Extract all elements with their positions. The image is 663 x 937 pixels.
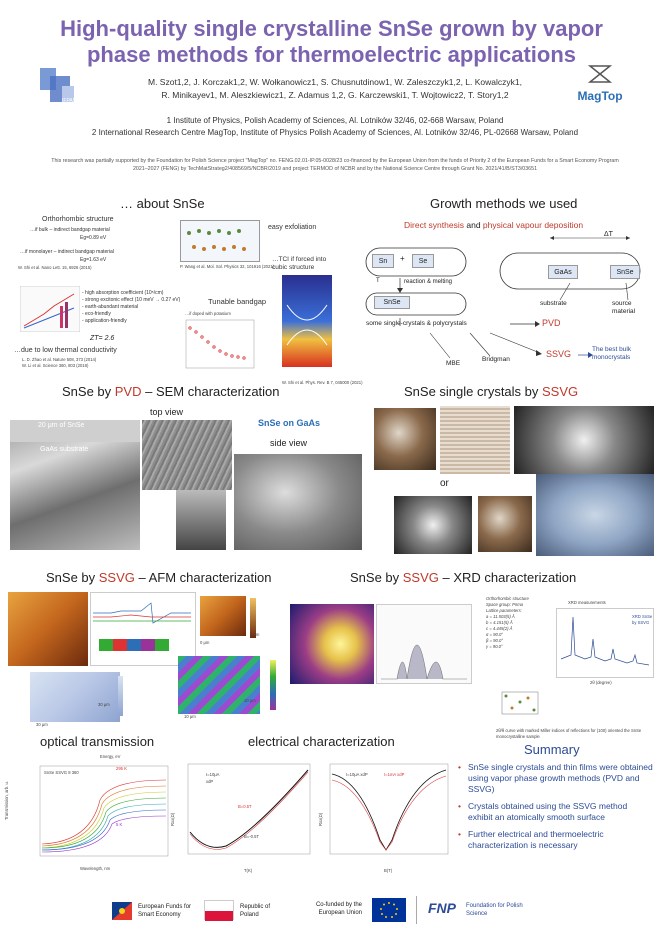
rb-ylabel: Rxx(Ω): [318, 812, 323, 826]
source-label: source material: [612, 300, 636, 315]
top-view-label: top view: [150, 407, 184, 417]
afm-colorbar-2: [118, 676, 123, 716]
afm-0um-label: 0 μm: [200, 640, 210, 645]
dt-label: ΔT: [604, 231, 613, 238]
mbe-label: MBE: [446, 360, 461, 367]
best-label: The best bulk monocrystals: [592, 346, 632, 361]
magtop-logo: MagTop: [570, 64, 630, 104]
substrate-label: substrate: [540, 300, 567, 307]
afm-3d-1: [200, 596, 246, 636]
se-box: Se: [412, 254, 434, 268]
eu-flag: [372, 898, 406, 922]
electrical-title: electrical characterization: [248, 734, 395, 749]
rb-legend-b: I=1mA xdP: [384, 772, 405, 777]
footer-divider: [416, 896, 417, 924]
band-structure-icon: [282, 275, 332, 375]
crystal-photo-1: [374, 408, 436, 470]
plus-sign: +: [400, 254, 405, 263]
mono-ref: W. Shi et al. Nano Lett. 15, 6926 (2015): [18, 265, 92, 270]
optical-295k: 295 K: [116, 766, 127, 771]
summary-item: • Further electrical and thermoelectric characterization is necessary: [458, 829, 654, 851]
xrd-pole-map: [290, 604, 374, 684]
crystal-structure-icon: [181, 221, 259, 261]
t-label: T: [376, 278, 380, 284]
xrd-lattice-figure: [492, 686, 548, 722]
afm-map-1: [8, 592, 88, 666]
react-label: reaction & melting: [404, 279, 453, 285]
props-list: - high absorption coefficient (10⁵/cm) - strong excitonic effect (10 meV → 0.27 eV) - earth-abundant material - eco-friendly - application-friendly: [82, 290, 181, 324]
sem-title: SnSe by PVD – SEM characterization: [62, 384, 280, 399]
afm-10um-label: 10 μm: [184, 714, 196, 719]
gaas-box: GaAs: [548, 265, 578, 279]
optical-title: optical transmission: [40, 734, 155, 749]
eu-stars-icon: [372, 898, 406, 922]
about-title: … about SnSe: [120, 196, 205, 211]
poland-flag: [204, 900, 234, 920]
cofunded-text: Co-funded by the European Union: [315, 902, 362, 916]
optical-5k: 5 K: [116, 822, 123, 827]
rb-legend-a: I=10μA xdP: [346, 772, 368, 777]
affiliations: 1 Institute of Physics, Polish Academy of Sciences, Al. Lotników 32/46, 02-668 Warsaw, Poland 2 International Research Centre MagTop, Institute of Physics Polish Academy of Sciences, Al. Lotników 32/46, PL-02668 Warsaw, Poland: [91, 116, 579, 137]
snse-on-gaas-label: SnSe on GaAs: [258, 418, 321, 428]
xrd-rocking-curve: [376, 604, 472, 684]
funding-note: This research was partially supported by the Foundation for Polish Science project "MagTop" no. FENG.02.01-IP.05-0028/23 co-financed by the European Union from the funds of Priority 2 of the European Funds for a Smart Economy Program 2021–2027 (FENG) by TechMatStrateg2/408569/5/NCBR/2019 and project TERMOD of NCBR and by the National Science Centre through Grant No. 2021/41/B/ST3/03651: [51, 158, 619, 172]
afm-profile-plot-icon: [91, 593, 195, 633]
authors: M. Szot1,2, J. Korczak1,2, W. Wołkanowicz1, S. Chusnutdinow1, W. Zaleszczyk1,2, L. Kowalczyk1, R. Minikayev1, M. Aleszkiewicz1, Z. Adamus 1,2, G. Karczewski1, T. Wojtowicz2, T. Story1,2: [148, 77, 522, 100]
zt-plot-icon: [20, 286, 80, 332]
tci-label: …TCI if forced into cubic structure: [272, 256, 327, 271]
summary-item: • SnSe single crystals and thin films were obtained using vapor phase growth methods (PVD and SSVG): [458, 762, 654, 795]
mono-label: …if monolayer – indirect bandgap material: [20, 249, 114, 255]
xrd-rocking-plot-icon: [377, 605, 471, 683]
sample-photo: [176, 490, 226, 550]
rt-b-neg: B=-0.5T: [244, 834, 260, 839]
summary-item: • Crystals obtained using the SSVG method exhibit an atomically smooth surface: [458, 801, 654, 823]
xrd-bulk-label: XRD SnSe by SSVG: [632, 614, 653, 625]
lattice-icon: [492, 686, 548, 722]
afm-30um-label: 30 μm: [36, 722, 48, 727]
afm-30um-label-b: 30 μm: [98, 702, 110, 707]
crystal-photo-2: [440, 406, 510, 474]
optical-energy: Energy, eV: [100, 754, 121, 759]
structure-figure: [180, 220, 260, 262]
ifpan-logo: IFPAN: [38, 66, 78, 108]
xrd-caption: 2θ/θ curve with marked Miller indices of reflections for (100) oriented the SnSe monocrystalline sample: [496, 728, 642, 739]
afm-10um-label-b: 10 μm: [244, 698, 256, 703]
fnp-text: Foundation for Polish Science: [466, 903, 523, 917]
flag-white: [205, 901, 233, 911]
sem-top-view-image: [142, 420, 232, 490]
crystal-photo-3: [514, 406, 654, 474]
rt-ylabel: Rxx(Ω): [170, 812, 175, 826]
bandgap-chart: [178, 318, 256, 376]
zt-figure: [20, 286, 80, 332]
afm-3d-3: [178, 656, 260, 714]
tci-ref: W. Shi et al. Phys. Rev. B 7, 045000 (2021): [282, 380, 363, 385]
xrd-params: Orthorhombic structure Space group: Pnma Lattice parameters: a = 11.503(5) Å b = 4.151(5) Å c = 4.445(2) Å α = 90.0° β = 90.0° γ = 90.0°: [486, 596, 529, 649]
doped-label: …if doped with potasium: [185, 311, 231, 316]
exfol-ref: P. Wang et al. Mol. Sol. Physics 32, 101916 (2021): [180, 264, 275, 269]
bandgap-plot-icon: [178, 318, 256, 376]
or-label: or: [440, 478, 449, 489]
pvd-label: PVD: [542, 318, 561, 328]
hourglass-icon: [585, 64, 615, 84]
afm-title: SnSe by SSVG – AFM characterization: [46, 570, 272, 585]
rt-current: I=10μA: [206, 772, 220, 777]
optical-xlabel: Wavelength, nm: [80, 866, 111, 871]
some-label: some single-crystals & polycrystals: [366, 320, 467, 327]
rt-xlabel: T(K): [244, 868, 253, 873]
ssvg-label: SSVG: [546, 349, 572, 359]
xrd-xlabel: 2θ (degree): [590, 680, 612, 685]
crystal-photo-4: [394, 496, 472, 554]
rt-b-pos: B=0.5T: [238, 804, 252, 809]
xrd-title: SnSe by SSVG – XRD characterization: [350, 570, 577, 585]
poster-title: High-quality single crystalline SnSe grown by vapor phase methods for thermoelectric applications: [60, 16, 603, 67]
bulk-label: …if bulk – indirect bandgap material: [30, 227, 110, 233]
tci-band-figure: [282, 275, 332, 375]
gaas-sub-label: GaAs substrate: [40, 446, 89, 453]
afm-3um-label: 3 μm: [250, 632, 260, 637]
tunable-label: Tunable bandgap: [208, 297, 267, 306]
zt-value: ZT= 2.6: [90, 335, 115, 342]
bulk-eg: Eg=0.89 eV: [80, 235, 107, 241]
rt-chart: [176, 760, 312, 866]
optical-sample: SnSe SSVG 8 360: [44, 770, 79, 775]
sem-side-view-image: [234, 454, 362, 550]
afm-color-table: [99, 639, 169, 651]
xrd-meas-label: XRD measurements: [568, 600, 606, 605]
refs: L. D. Zhao et al. Nature 508, 373 (2014) W. Li et al. Science 360, 803 (2018): [22, 357, 97, 368]
growth-subtitle: Direct synthesis and physical vapour deposition: [404, 220, 584, 230]
afm-colorbar-3: [270, 660, 276, 710]
fnp-logo: FNP: [428, 900, 456, 916]
eu-funds-logo: [110, 900, 134, 922]
summary-title: Summary: [524, 742, 580, 757]
low-thermal: …due to low thermal conductivity: [14, 347, 117, 354]
exfol-label: easy exfoliation: [268, 224, 317, 231]
afm-3d-2: [30, 672, 120, 722]
growth-title: Growth methods we used: [430, 196, 578, 211]
optical-ylabel: Transmission, arb. u.: [4, 781, 9, 820]
rb-xlabel: B(T): [384, 868, 393, 873]
bridgman-label: Bridgman: [482, 356, 510, 363]
crystal-photo-6: [536, 474, 654, 556]
sn-box: Sn: [372, 254, 394, 268]
snse-box: SnSe: [374, 296, 410, 309]
summary-list: [458, 762, 654, 857]
flag-red: [205, 911, 233, 921]
ortho-label: Orthorhombic structure: [42, 216, 114, 223]
afm-profile: [90, 592, 196, 666]
eu-funds-text: European Funds for Smart Economy: [138, 904, 192, 918]
eu-funds-icon: [110, 900, 134, 922]
snse-source-box: SnSe: [610, 265, 640, 279]
rt-xdp: xdP: [206, 779, 214, 784]
snse-um-label: 20 μm of SnSe: [38, 422, 85, 429]
rt-plot-icon: [176, 760, 312, 866]
mono-eg: Eg=1.63 eV: [80, 257, 107, 263]
crystal-photo-5: [478, 496, 532, 552]
poland-text: Republic of Poland: [240, 904, 271, 918]
side-view-label: side view: [270, 438, 308, 448]
ssvg-crystals-title: SnSe single crystals by SSVG: [404, 384, 579, 399]
